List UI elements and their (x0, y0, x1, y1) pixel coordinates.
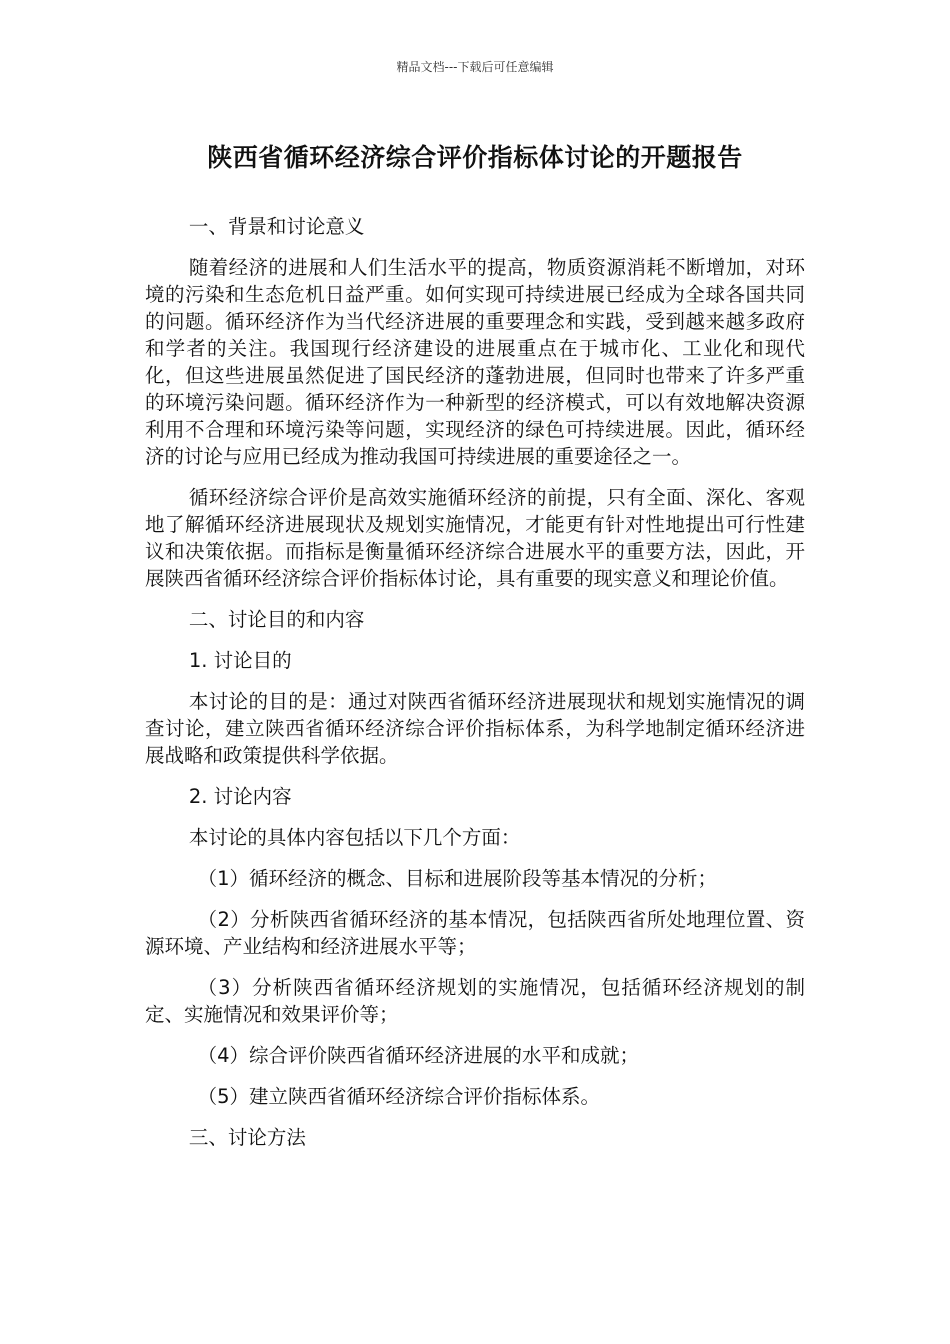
paragraph: 随着经济的进展和人们生活水平的提高，物质资源消耗不断增加，对环境的污染和生态危机日益严重。如何实现可持续进展已经成为全球各国共同的问题。循环经济作为当代经济进展的重要理念和实践，受到越来越多政府和学者的关注。我国现行经济建设的进展重点在于城市化、工业化和现代化，但这些进展虽然促进了国民经济的蓬勃进展，但同时也带来了许多严重的环境污染问题。循环经济作为一种新型的经济模式，可以有效地解决资源利用不合理和环境污染等问题，实现经济的绿色可持续进展。因此，循环经济的讨论与应用已经成为推动我国可持续进展的重要途径之一。 (145, 256, 805, 468)
list-item: （4）综合评价陕西省循环经济进展的水平和成就； (197, 1044, 640, 1067)
paragraph: 本讨论的具体内容包括以下几个方面： (188, 826, 521, 849)
list-item: （3）分析陕西省循环经济规划的实施情况，包括循环经济规划的制定、实施情况和效果评价等； (145, 976, 805, 1026)
document-title: 陕西省循环经济综合评价指标体讨论的开题报告 (207, 143, 743, 172)
document-body (145, 213, 805, 1165)
list-item: （5）建立陕西省循环经济综合评价指标体系。 (197, 1085, 601, 1108)
section-heading: 二、讨论目的和内容 (188, 608, 365, 631)
header-note: 精品文档---下载后可任意编辑 (396, 60, 554, 74)
list-item: （2）分析陕西省循环经济的基本情况，包括陕西省所处地理位置、资源环境、产业结构和经济进展水平等； (145, 908, 805, 958)
section-heading: 一、背景和讨论意义 (188, 215, 365, 238)
paragraph: 循环经济综合评价是高效实施循环经济的前提，只有全面、深化、客观地了解循环经济进展现状及规划实施情况，才能更有针对性地提出可行性建议和决策依据。而指标是衡量循环经济综合进展水平的重要方法，因此，开展陕西省循环经济综合评价指标体讨论，具有重要的现实意义和理论价值。 (145, 486, 805, 590)
section-heading: 三、讨论方法 (188, 1126, 306, 1149)
list-item: （1）循环经济的概念、目标和进展阶段等基本情况的分析； (197, 867, 718, 890)
subsection-heading: 1. 讨论目的 (188, 649, 292, 672)
subsection-heading: 2. 讨论内容 (188, 785, 292, 808)
paragraph: 本讨论的目的是：通过对陕西省循环经济进展现状和规划实施情况的调查讨论，建立陕西省循环经济综合评价指标体系，为科学地制定循环经济进展战略和政策提供科学依据。 (145, 690, 805, 767)
